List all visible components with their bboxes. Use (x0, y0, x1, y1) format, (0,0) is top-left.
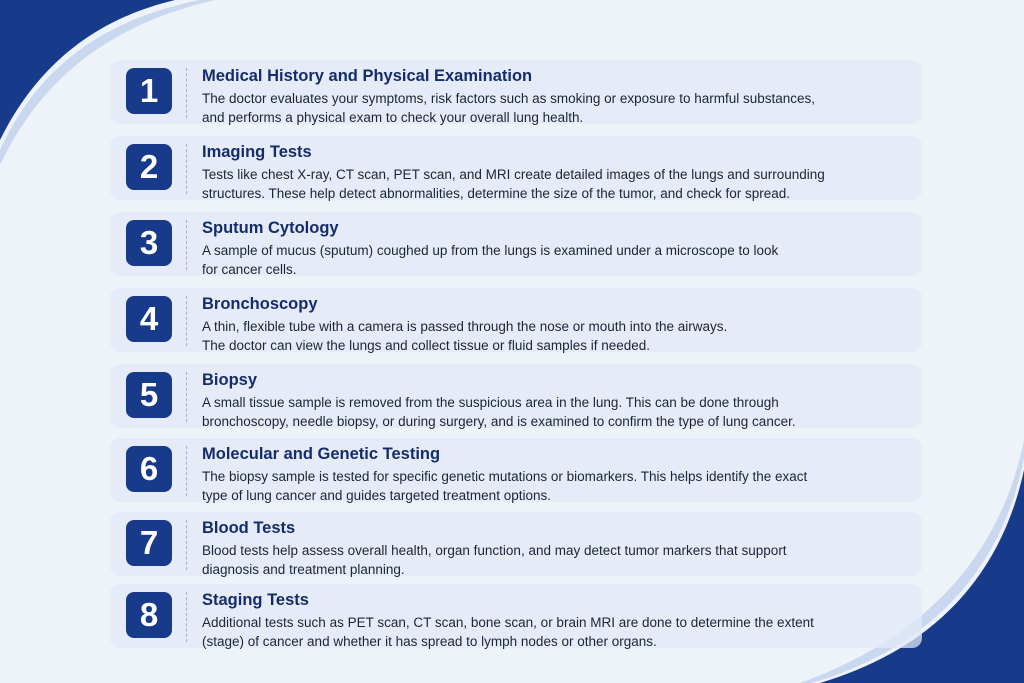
step-title: Molecular and Genetic Testing (202, 445, 441, 463)
step-description (202, 241, 917, 279)
step-description (202, 393, 917, 431)
step-description-line: Tests like chest X-ray, CT scan, PET scan, and MRI create detailed images of the lungs and surrounding (202, 167, 825, 182)
step-description-line: structures. These help detect abnormalities, determine the size of the tumor, and check for spread. (202, 186, 791, 201)
step-card (110, 60, 922, 124)
step-divider (186, 68, 187, 118)
step-number-badge: 8 (126, 592, 172, 638)
step-description-line: (stage) of cancer and whether it has spread to lymph nodes or other organs. (202, 634, 657, 649)
step-number-badge: 2 (126, 144, 172, 190)
step-number-badge: 3 (126, 220, 172, 266)
step-title: Medical History and Physical Examination (202, 67, 533, 85)
step-title: Sputum Cytology (202, 219, 339, 237)
step-description (202, 467, 917, 505)
step-number-badge: 6 (126, 446, 172, 492)
step-description-line: bronchoscopy, needle biopsy, or during surgery, and is examined to confirm the type of lung cancer. (202, 414, 796, 429)
step-description-line: The doctor evaluates your symptoms, risk factors such as smoking or exposure to harmful substances, (202, 91, 816, 106)
step-description (202, 541, 917, 579)
step-description-line: A sample of mucus (sputum) coughed up from the lungs is examined under a microscope to look (202, 243, 779, 258)
step-number-badge: 5 (126, 372, 172, 418)
step-divider (186, 520, 187, 570)
step-description-line: The biopsy sample is tested for specific genetic mutations or biomarkers. This helps identify the exact (202, 469, 808, 484)
step-card (110, 212, 922, 276)
step-card (110, 136, 922, 200)
step-card (110, 288, 922, 352)
step-divider (186, 446, 187, 496)
step-divider (186, 592, 187, 642)
step-description (202, 317, 917, 355)
step-number-badge: 1 (126, 68, 172, 114)
step-description-line: A small tissue sample is removed from the suspicious area in the lung. This can be done through (202, 395, 779, 410)
step-description (202, 89, 917, 127)
step-description-line: Additional tests such as PET scan, CT scan, bone scan, or brain MRI are done to determine the extent (202, 615, 814, 630)
step-number-badge: 4 (126, 296, 172, 342)
step-title: Blood Tests (202, 519, 296, 537)
step-number-badge: 7 (126, 520, 172, 566)
step-description-line: for cancer cells. (202, 262, 297, 277)
step-card (110, 438, 922, 502)
step-card (110, 584, 922, 648)
step-description-line: and performs a physical exam to check your overall lung health. (202, 110, 584, 125)
step-description (202, 613, 917, 651)
step-card (110, 364, 922, 428)
step-divider (186, 144, 187, 194)
step-title: Imaging Tests (202, 143, 312, 161)
step-divider (186, 296, 187, 346)
step-description-line: The doctor can view the lungs and collect tissue or fluid samples if needed. (202, 338, 650, 353)
step-description-line: A thin, flexible tube with a camera is passed through the nose or mouth into the airways. (202, 319, 728, 334)
step-description-line: type of lung cancer and guides targeted treatment options. (202, 488, 551, 503)
step-description-line: diagnosis and treatment planning. (202, 562, 405, 577)
step-card (110, 512, 922, 576)
step-title: Biopsy (202, 371, 258, 389)
step-divider (186, 220, 187, 270)
step-title: Bronchoscopy (202, 295, 318, 313)
step-title: Staging Tests (202, 591, 309, 609)
step-divider (186, 372, 187, 422)
step-description (202, 165, 917, 203)
step-description-line: Blood tests help assess overall health, organ function, and may detect tumor markers that support (202, 543, 787, 558)
